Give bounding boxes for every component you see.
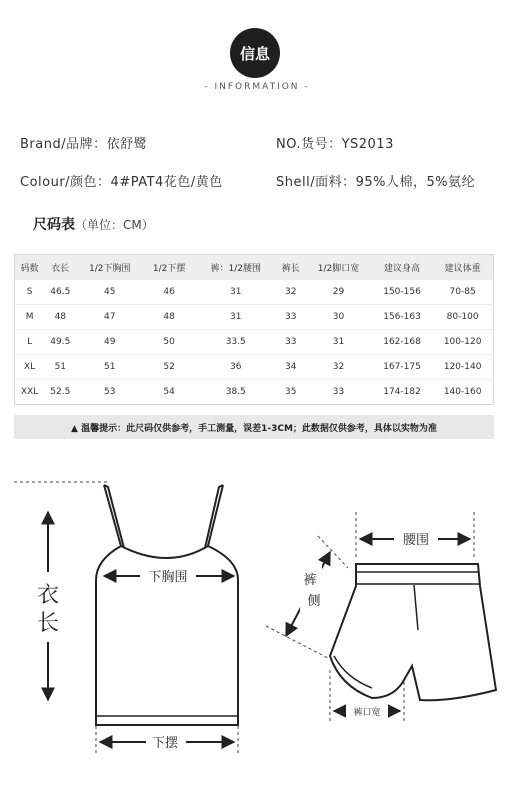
top-length-label-2: 长 (36, 611, 60, 636)
table-cell: 48 (44, 305, 76, 330)
table-row (15, 280, 494, 305)
table-cell: 140-160 (432, 380, 493, 405)
table-cell: 162-168 (372, 330, 432, 355)
brand-spec: Brand/品牌：依舒鹭 (20, 137, 148, 152)
table-cell: 51 (44, 355, 76, 380)
table-cell: 32 (276, 280, 305, 305)
leg-opening-label: 裤口宽 (353, 708, 381, 718)
table-cell: 31 (305, 330, 372, 355)
table-cell: 120-140 (432, 355, 493, 380)
table-cell: 31 (195, 280, 276, 305)
table-cell: 174-182 (372, 380, 432, 405)
header-size: 码数 (15, 255, 45, 280)
header-half-hem: 1/2下摆 (143, 255, 195, 280)
table-cell: 30 (305, 305, 372, 330)
table-cell: XL (15, 355, 45, 380)
side-label-2: 侧 (307, 594, 321, 609)
table-cell: 53 (76, 380, 143, 405)
table-cell: 33.5 (195, 330, 276, 355)
measurement-diagram (0, 460, 514, 800)
table-row (15, 380, 494, 405)
table-cell: 46 (143, 280, 195, 305)
table-cell: 33 (305, 380, 372, 405)
table-cell: 38.5 (195, 380, 276, 405)
shorts-hem-curve (334, 656, 372, 688)
header-top-length: 衣长 (44, 255, 76, 280)
table-cell: 49.5 (44, 330, 76, 355)
table-cell: 36 (195, 355, 276, 380)
header-suggested-height: 建议身高 (372, 255, 432, 280)
table-cell: 52 (143, 355, 195, 380)
header-suggested-weight: 建议体重 (432, 255, 493, 280)
table-cell: XXL (15, 380, 45, 405)
table-cell: 48 (143, 305, 195, 330)
table-cell: 35 (276, 380, 305, 405)
table-cell: 33 (276, 305, 305, 330)
table-cell: 31 (195, 305, 276, 330)
camisole-drawing (96, 485, 238, 725)
header-pants-length: 裤长 (276, 255, 305, 280)
info-badge: 信息 (230, 28, 280, 78)
table-cell: 29 (305, 280, 372, 305)
header-half-underbust: 1/2下胸围 (76, 255, 143, 280)
table-cell: 33 (276, 330, 305, 355)
waist-label: 腰围 (402, 533, 430, 548)
table-cell: 167-175 (372, 355, 432, 380)
table-cell: 100-120 (432, 330, 493, 355)
table-cell: 47 (76, 305, 143, 330)
table-cell: 49 (76, 330, 143, 355)
table-row (15, 355, 494, 380)
item-number-spec: NO.货号：YS2013 (276, 137, 394, 152)
table-cell: L (15, 330, 45, 355)
header-half-waist: 裤：1/2腰围 (195, 255, 276, 280)
fabric-spec: Shell/面料：95%人棉，5%氨纶 (276, 175, 476, 190)
table-cell: 150-156 (372, 280, 432, 305)
size-table (14, 254, 494, 405)
table-row (15, 305, 494, 330)
colour-spec: Colour/颜色：4#PAT4花色/黄色 (20, 175, 223, 190)
hem-label: 下摆 (151, 736, 179, 751)
top-length-label-1: 衣 (36, 583, 60, 608)
table-row (15, 330, 494, 355)
table-cell: 32 (305, 355, 372, 380)
size-chart-unit: （单位：CM） (75, 218, 154, 232)
side-guide-bottom (266, 626, 328, 658)
side-label-1: 裤 (303, 573, 317, 588)
size-chart-heading: 尺码表 (33, 217, 75, 233)
table-cell: 46.5 (44, 280, 76, 305)
info-subtitle: - INFORMATION - (204, 82, 310, 92)
table-cell: 52.5 (44, 380, 76, 405)
measurement-note: ▲ 温馨提示：此尺码仅供参考，手工测量，误差1-3CM；此数据仅供参考，具体以实物为准 (14, 415, 494, 439)
table-cell: 45 (76, 280, 143, 305)
table-cell: 156-163 (372, 305, 432, 330)
table-cell: 80-100 (432, 305, 493, 330)
side-guide-top (318, 536, 348, 568)
bust-label: 下胸围 (148, 570, 188, 585)
table-cell: 50 (143, 330, 195, 355)
table-cell: 34 (276, 355, 305, 380)
size-table-header-row (15, 255, 494, 280)
shorts-side-seam (414, 585, 418, 630)
size-chart-title (33, 214, 154, 234)
table-cell: S (15, 280, 45, 305)
shorts-drawing (330, 564, 496, 700)
table-cell: M (15, 305, 45, 330)
table-cell: 51 (76, 355, 143, 380)
table-cell: 54 (143, 380, 195, 405)
table-cell: 70-85 (432, 280, 493, 305)
header-half-leg-opening: 1/2脚口宽 (305, 255, 372, 280)
